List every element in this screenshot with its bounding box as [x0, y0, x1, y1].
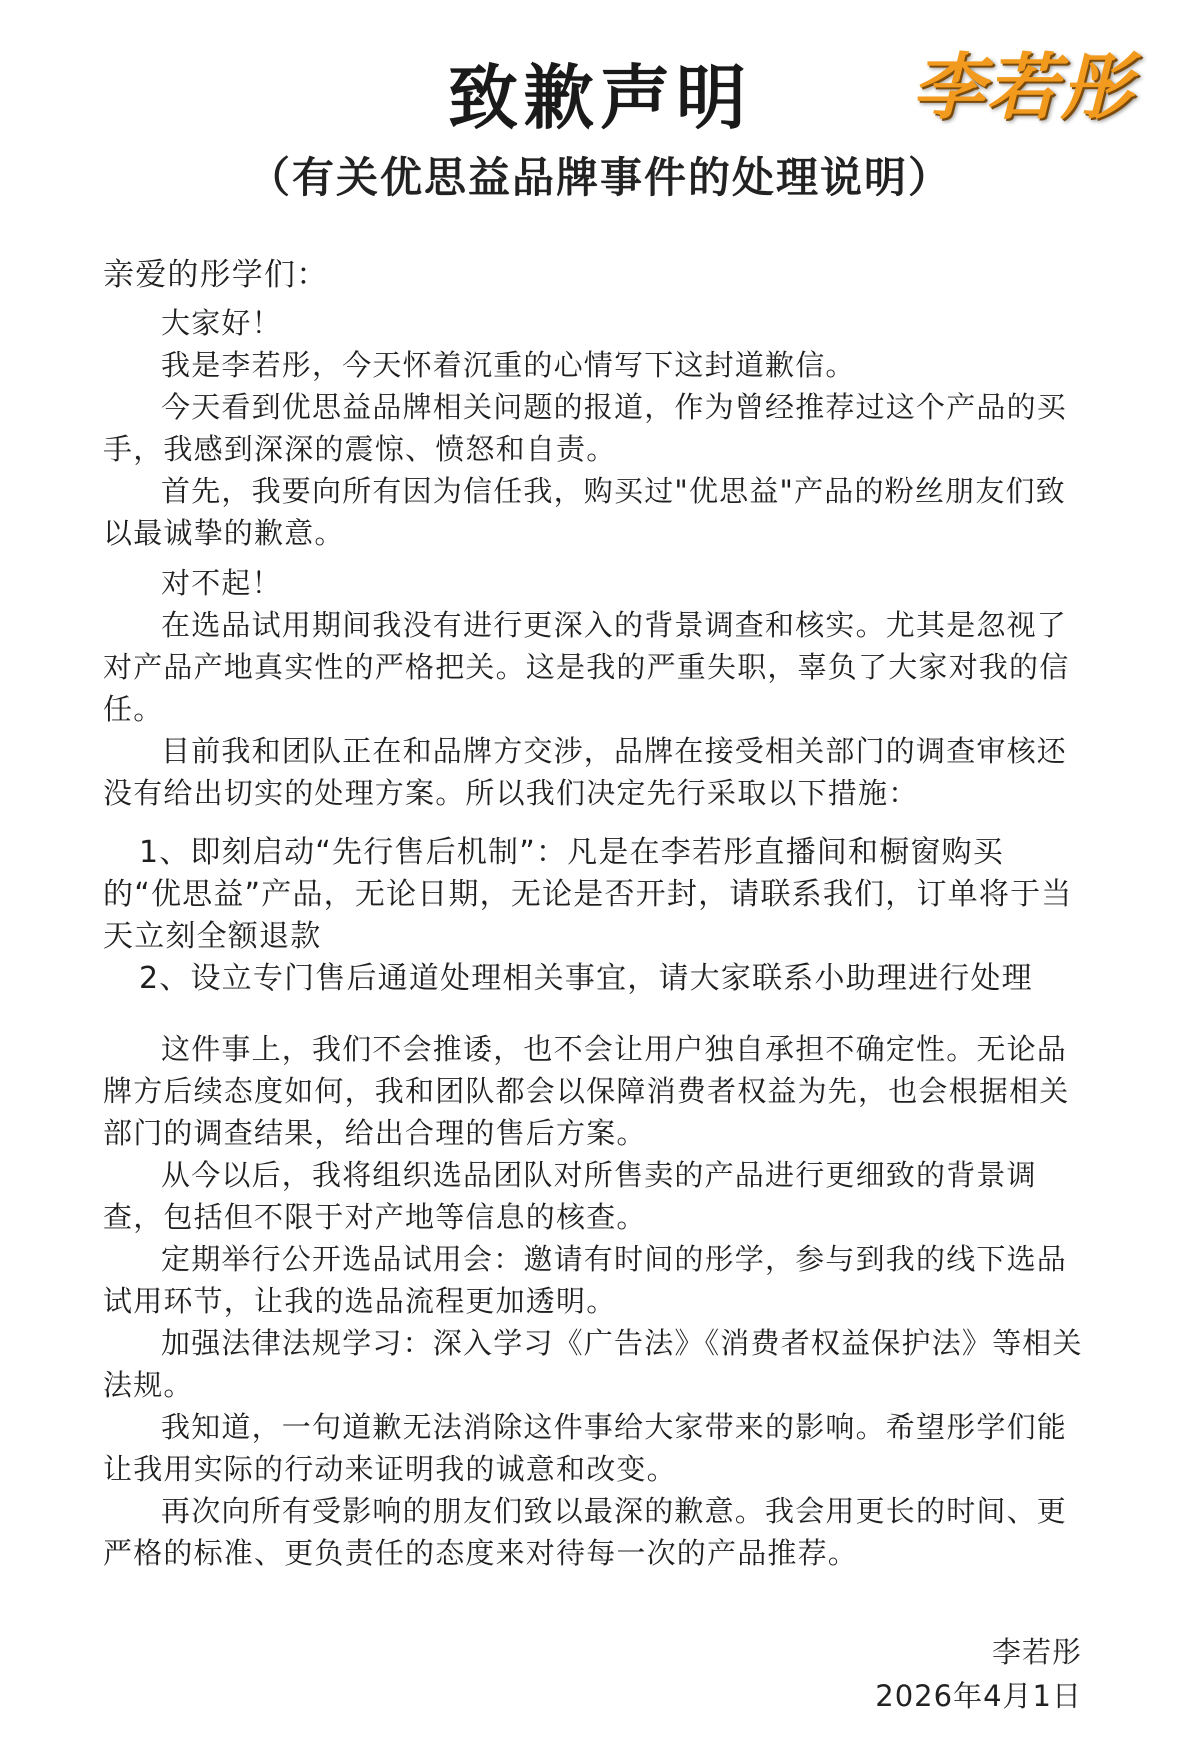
fault-paragraph: 在选品试用期间我没有进行更深入的背景调查和核实。尤其是忽视了对产品产地真实性的严格把关。这是我的严重失职，辜负了大家对我的信任。 [103, 608, 1070, 726]
status-paragraph: 目前我和团队正在和品牌方交涉，品牌在接受相关部门的调查审核还没有给出切实的处理方案。所以我们决定先行采取以下措施： [103, 734, 1068, 810]
signature-date: 2026年4月1日 [875, 1679, 1082, 1713]
measure-item-1: 1、即刻启动“先行售后机制”：凡是在李若彤直播间和橱窗购买的“优思益”产品，无论日期，无论是否开封，请联系我们，订单将于当天立刻全额退款 [103, 835, 1073, 954]
letter-body [103, 254, 1083, 1574]
future-paragraph: 从今以后，我将组织选品团队对所售卖的产品进行更细致的背景调查，包括但不限于对产地等信息的核查。 [103, 1158, 1037, 1234]
greeting-paragraph: 大家好！ [161, 306, 282, 340]
trial-paragraph: 定期举行公开选品试用会：邀请有时间的彤学，参与到我的线下选品试用环节，让我的选品流程更加透明。 [103, 1242, 1068, 1318]
salutation: 亲爱的彤学们： [103, 257, 329, 293]
sorry-paragraph: 对不起！ [161, 566, 282, 600]
document-subtitle: （有关优思益品牌事件的处理说明） [247, 153, 952, 202]
intro-paragraph: 我是李若彤，今天怀着沉重的心情写下这封道歉信。 [161, 348, 856, 382]
law-study-paragraph: 加强法律法规学习：深入学习《广告法》《消费者权益保护法》等相关法规。 [103, 1326, 1083, 1402]
measure-item-2: 2、设立专门售后通道处理相关事宜，请大家联系小助理进行处理 [139, 961, 1033, 996]
measures-list [103, 832, 1083, 1000]
report-paragraph: 今天看到优思益品牌相关问题的报道，作为曾经推荐过这个产品的买手，我感到深深的震惊、愤怒和自责。 [103, 390, 1068, 466]
signature-block [875, 1630, 1082, 1718]
apology-paragraph: 首先，我要向所有因为信任我，购买过"优思益"产品的粉丝朋友们致以最诚挚的歉意。 [103, 474, 1066, 550]
signature-name: 李若彤 [991, 1635, 1082, 1669]
commitment-paragraph: 这件事上，我们不会推诿，也不会让用户独自承担不确定性。无论品牌方后续态度如何，我和团队都会以保障消费者权益为先，也会根据相关部门的调查结果，给出合理的售后方案。 [103, 1032, 1070, 1150]
document-title: 致歉声明 [448, 56, 752, 139]
closing-paragraph: 再次向所有受影响的朋友们致以最深的歉意。我会用更长的时间、更严格的标准、更负责任的态度来对待每一次的产品推荐。 [103, 1494, 1068, 1570]
brand-name-watermark: 李若彤 [912, 45, 1135, 129]
reflection-paragraph: 我知道，一句道歉无法消除这件事给大家带来的影响。希望彤学们能让我用实际的行动来证明我的诚意和改变。 [103, 1410, 1068, 1486]
